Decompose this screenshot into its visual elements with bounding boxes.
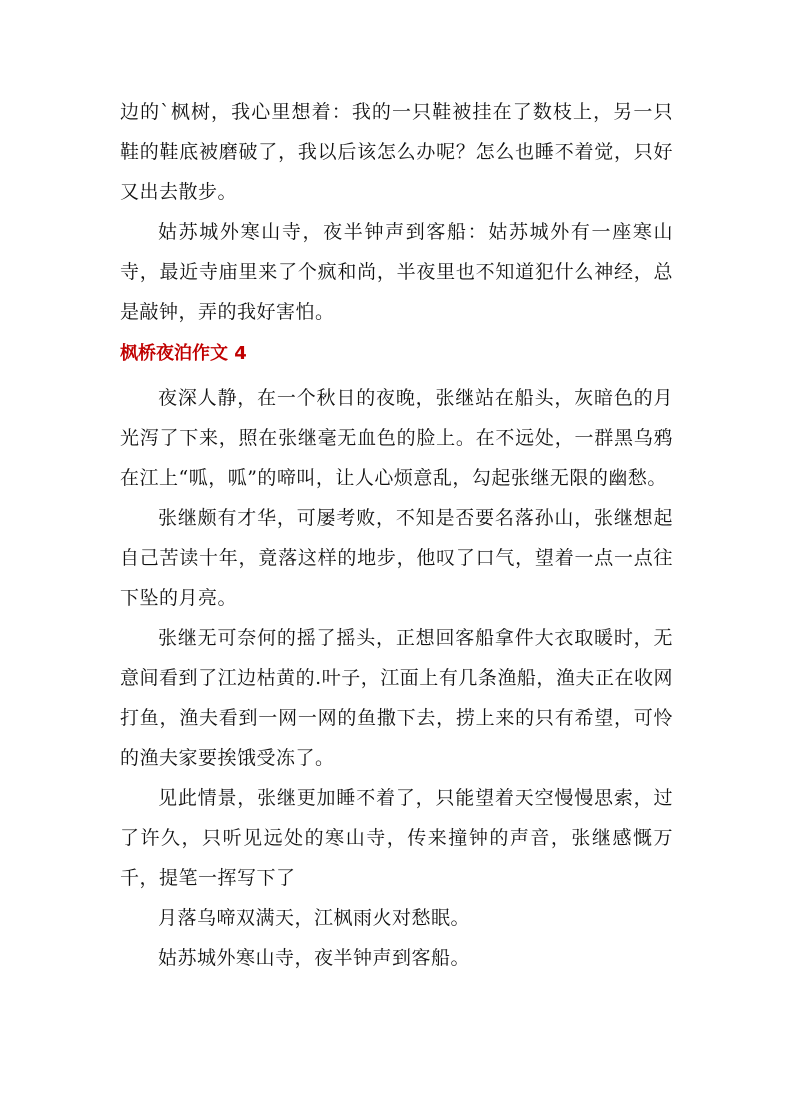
document-body [120, 92, 673, 978]
poem-line-2: 姑苏城外寒山寺，夜半钟声到客船。 [158, 947, 471, 969]
paragraph-continuation: 边的`枫树，我心里想着：我的一只鞋被挂在了数枝上，另一只鞋的鞋底被磨破了，我以后该怎么办呢？怎么也睡不着觉，只好又出去散步。 [120, 101, 673, 203]
paragraph-zhangji-talent: 张继颇有才华，可屡考败，不知是否要名落孙山，张继想起自己苦读十年，竟落这样的地步，他叹了口气，望着一点一点往下坠的月亮。 [120, 507, 673, 609]
paragraph-fishermen: 张继无可奈何的摇了摇头，正想回客船拿件大衣取暖时，无意间看到了江边枯黄的.叶子，江面上有几条渔船，渔夫正在收网打鱼，渔夫看到一网一网的鱼撒下去，捞上来的只有希望，可怜的渔夫家要挨饿受冻了。 [120, 627, 673, 769]
poem-line-1: 月落乌啼双满天，江枫雨火对愁眠。 [158, 907, 471, 929]
section-heading: 枫桥夜泊作文 4 [120, 343, 247, 364]
paragraph-bell-sound: 见此情景，张继更加睡不着了，只能望着天空慢慢思索，过了许久，只听见远处的寒山寺，传来撞钟的声音，张继感慨万千，提笔一挥写下了 [120, 787, 673, 889]
paragraph-night-scene: 夜深人静，在一个秋日的夜晚，张继站在船头，灰暗色的月光泻了下来，照在张继毫无血色的脸上。在不远处，一群黑乌鸦在江上“呱，呱”的啼叫，让人心烦意乱，勾起张继无限的幽愁。 [120, 387, 673, 489]
paragraph-hanshan-temple: 姑苏城外寒山寺，夜半钟声到客船：姑苏城外有一座寒山寺，最近寺庙里来了个疯和尚，半夜里也不知道犯什么神经，总是敲钟，弄的我好害怕。 [120, 221, 673, 323]
